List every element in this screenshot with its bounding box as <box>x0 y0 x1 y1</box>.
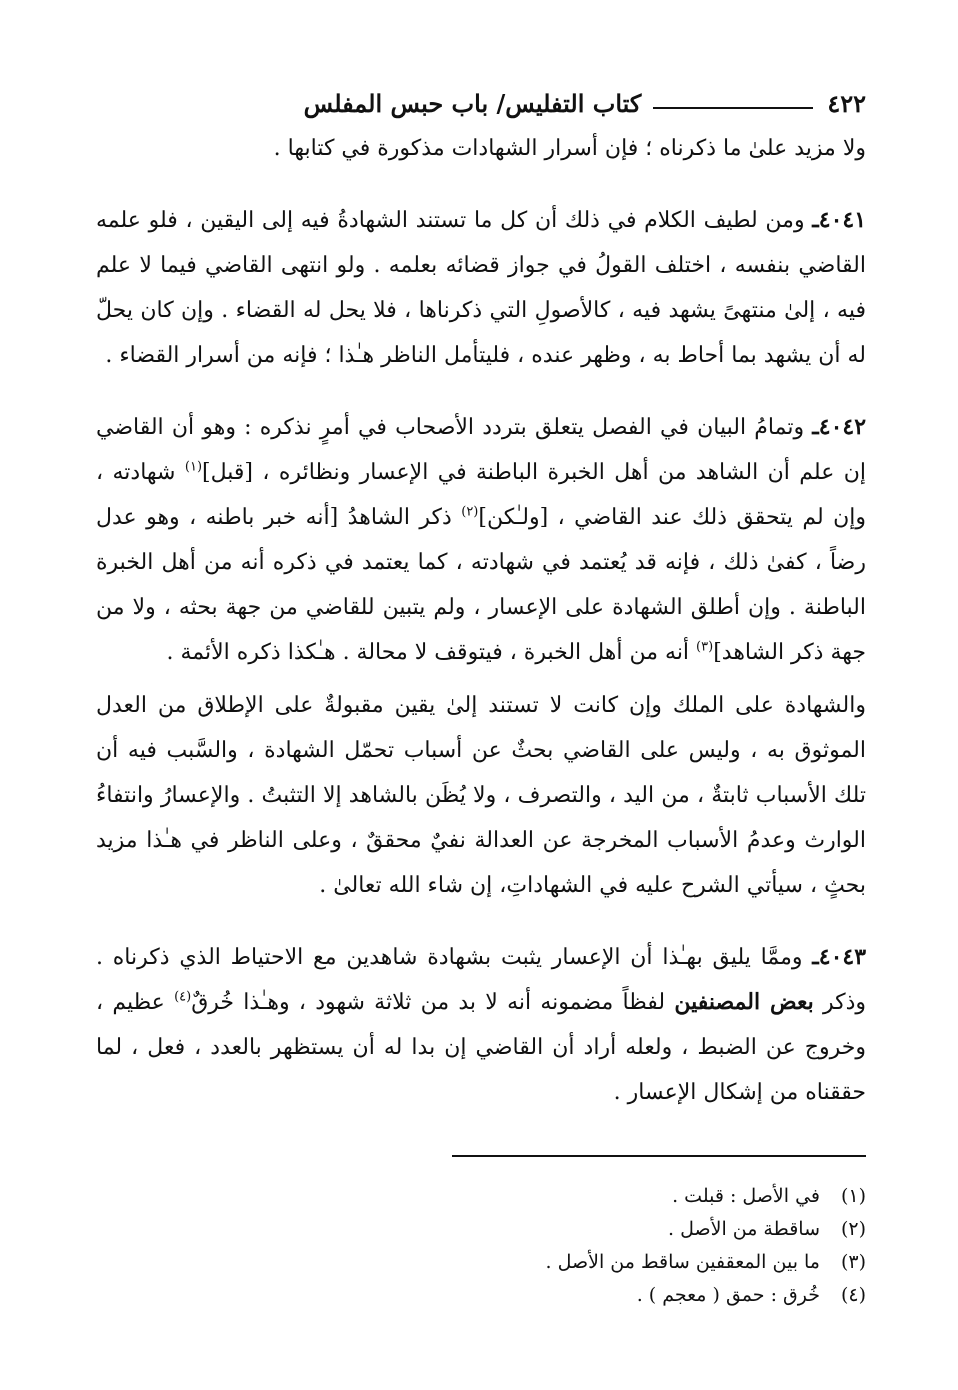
paragraph-text: ولا مزيد علىٰ ما ذكرناه ؛ فإن أسرار الشهادات مذكورة في كتابها . <box>273 136 866 161</box>
paragraph-4041 <box>96 198 866 378</box>
paragraph-text: شهادته ، وإن لم يتحقق ذلك عند القاضي ، [ولـٰكن] <box>96 460 866 530</box>
paragraph-text: والشهادة على الملك وإن كانت لا تستند إلىٰ يقين مقبولةٌ على الإطلاق من العدل الموثوق به ، وليس على القاضي بحثٌ عن أسباب تحمّل الشهادة ، والسَّبب فيه أن تلك الأسباب ثابتةٌ ، من اليد ، والتصرف ، ولا يُظَن بالشاهد إلا التثبتُ . والإعسارُ وانتفاءُ الوارث وعدمُ الأسباب المخرجة عن العدالة نفيٌ محققٌ ، وعلى الناظر في هـٰذا مزيد بحثٍ ، سيأتي الشرح عليه في الشهاداتِ، إن شاء الله تعالىٰ . <box>96 693 866 898</box>
footnote-separator <box>452 1155 866 1157</box>
bold-phrase: بعض المصنفين <box>674 989 814 1015</box>
paragraph-testimony <box>96 683 866 908</box>
paragraph-text: ومن لطيف الكلام في ذلك أن كل ما تستند الشهادةُ فيه إلى اليقين ، فلو علمه القاضي بنفسه ، اختلف القولُ في جواز قضائه بعلمه . ولو انتهى القاضي فيما لا علم فيه ، إلىٰ منتهىً يشهد فيه ، كالأصولِ التي ذكرناها ، فلا يحل له القضاء . وإن كان يحلّ له أن يشهد بما أحاط به ، وظهر عنده ، فليتأمل الناظر هـٰذا ؛ فإنه من أسرار القضاء . <box>96 208 866 368</box>
paragraph-text: أنه من أهل الخبرة ، فيتوقف لا محالة . هـٰكذا ذكره الأئمة . <box>166 640 697 665</box>
paragraph-number: ٤٠٤١ـ <box>812 207 867 233</box>
footnote-text: خُرق : حمق ( معجم ) . <box>636 1284 820 1306</box>
footnote-ref: (١) <box>184 459 203 475</box>
paragraph-text: وممَّا يليق بهـٰذا أن الإعسار يثبت بشهادة شاهدين مع الاحتياط الذي ذكرناه . وذكر <box>96 945 866 1015</box>
paragraph-4043 <box>96 935 866 1115</box>
paragraph-continuation <box>96 126 866 171</box>
footnote-ref: (٣) <box>696 639 714 655</box>
paragraph-4042 <box>96 405 866 675</box>
footnote-number: (٤) <box>840 1284 866 1306</box>
footnote-number: (١) <box>840 1185 866 1207</box>
footnote-text: ساقطة من الأصل . <box>668 1218 820 1240</box>
footnotes <box>366 1180 866 1312</box>
paragraph-text: ذكر الشاهدُ [أنه خبر باطنه ، وهو عدل رضاً ، كفىٰ ذلك ، فإنه قد يُعتمد في شهادته ، كما يعتمد في ذكره أنه من أهل الخبرة الباطنة . وإن أطلق الشهادة على الإعسار ، ولم يتبين للقاضي من جهة بحثه ، ولا من جهة ذكر الشاهد] <box>96 505 866 665</box>
paragraph-number: ٤٠٤٣ـ <box>812 944 867 970</box>
footnote-item <box>366 1246 866 1279</box>
paragraph-text: وتمامُ البيان في الفصل يتعلق بتردد الأصحاب في أمرٍ نذكره : وهو أن القاضي إن علم أن الشاهد من أهل الخبرة الباطنة في الإعسار ونظائره ، [قبل] <box>96 415 866 485</box>
header-rule <box>653 107 813 109</box>
footnote-ref: (٢) <box>461 504 479 520</box>
page-number: ٤٢٢ <box>827 89 866 118</box>
footnote-number: (٣) <box>840 1251 866 1273</box>
running-header <box>96 86 866 118</box>
footnote-item <box>366 1180 866 1213</box>
paragraph-number: ٤٠٤٢ـ <box>812 414 867 440</box>
paragraph-text: لفظاً مضمونه أنه لا بد من ثلاثة شهود ، وهـٰذا خُرقٌ <box>191 990 675 1015</box>
footnote-item <box>366 1213 866 1246</box>
footnote-number: (٢) <box>840 1218 866 1240</box>
footnote-text: ما بين المعقفين ساقط من الأصل . <box>545 1251 820 1273</box>
page-body <box>96 86 866 1115</box>
footnote-ref: (٤) <box>174 989 192 1005</box>
paragraph-text: عظيم ، وخروج عن الضبط ، ولعله أراد أن القاضي إن بدا له أن يستظهر بالعدد ، فعل ، لما حققناه من إشكال الإعسار . <box>96 990 866 1105</box>
footnote-text: في الأصل : قبلت . <box>672 1185 820 1207</box>
footnote-item <box>366 1279 866 1312</box>
header-title: كتاب التفليس/ باب حبس المفلس <box>303 89 642 118</box>
